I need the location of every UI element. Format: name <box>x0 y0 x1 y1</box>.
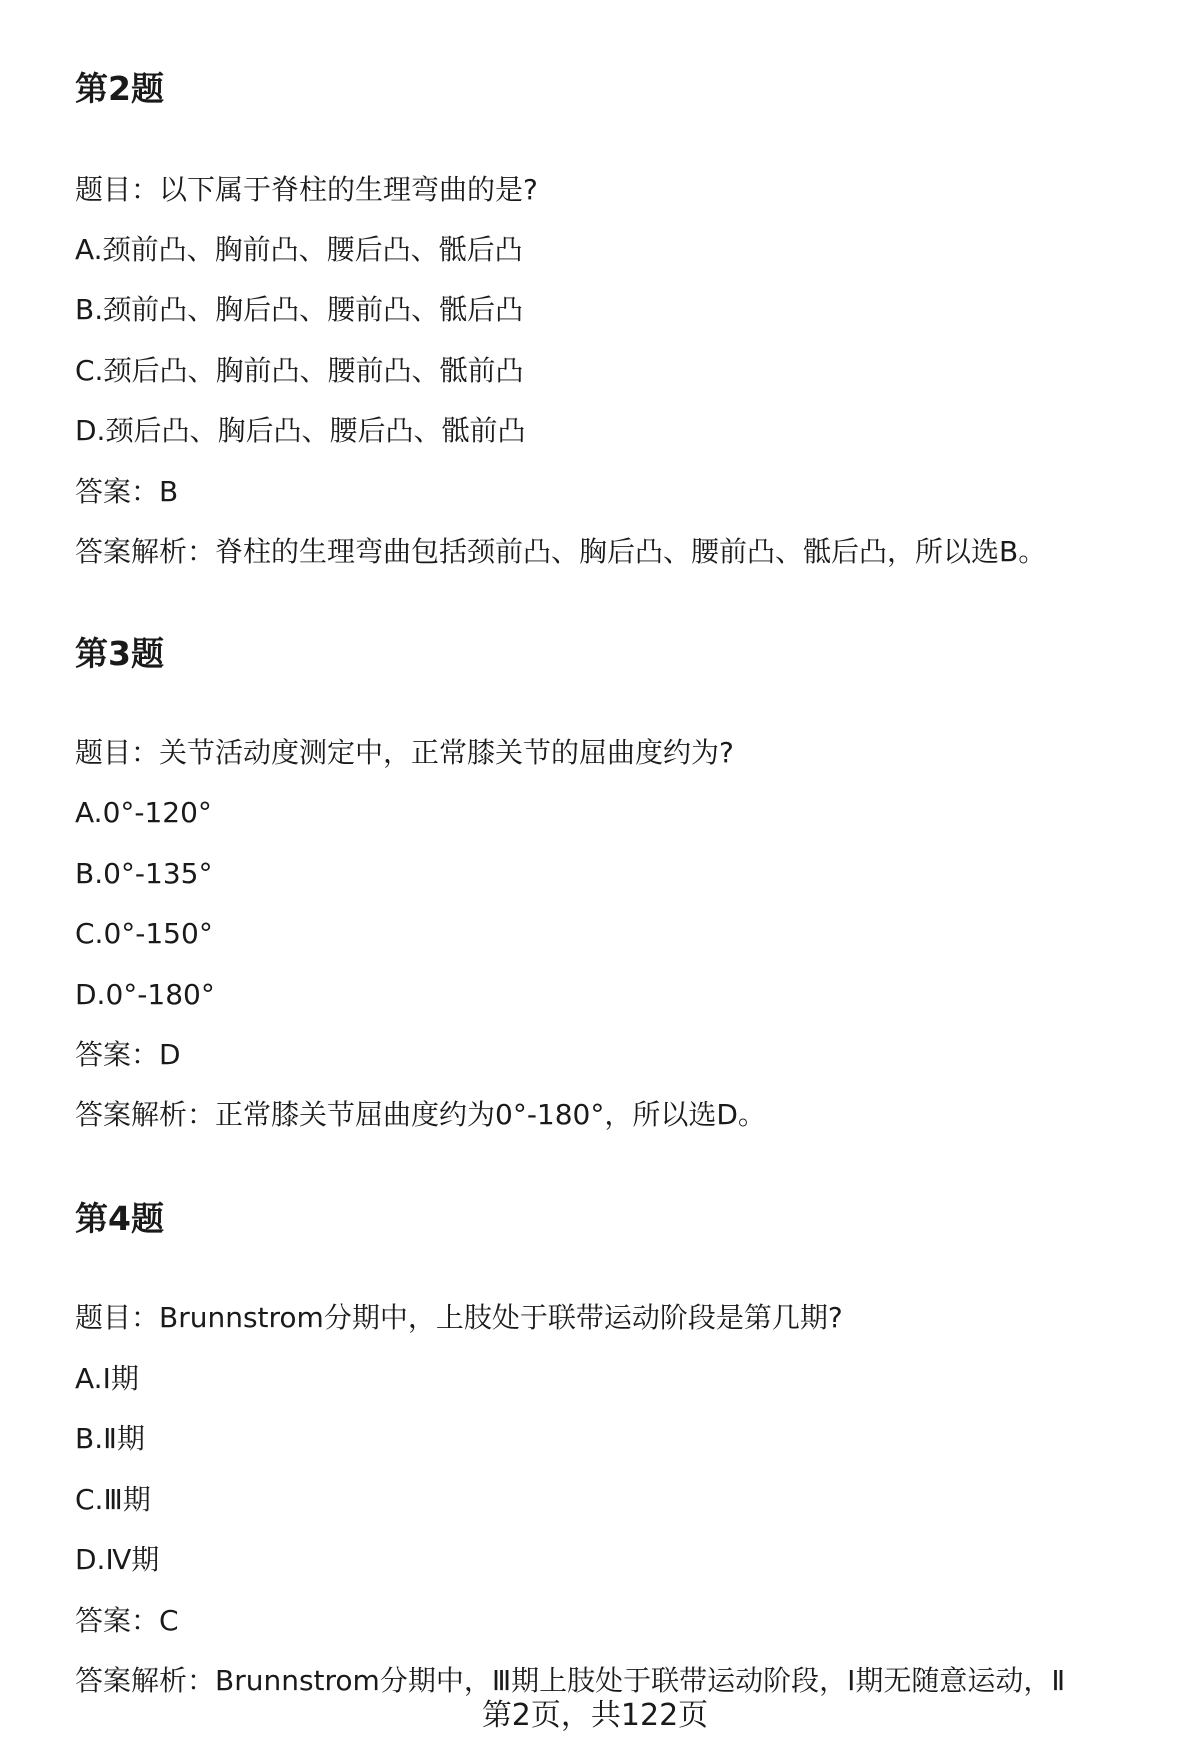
question-stem: 题目：Brunnstrom分期中，上肢处于联带运动阶段是第几期? <box>75 1301 843 1334</box>
option-d: D.Ⅳ期 <box>75 1543 160 1576</box>
option-a: A.颈前凸、胸前凸、腰后凸、骶后凸 <box>75 233 523 266</box>
question-heading: 第2题 <box>75 69 164 108</box>
question-stem: 题目：关节活动度测定中，正常膝关节的屈曲度约为? <box>75 736 734 769</box>
question-heading: 第4题 <box>75 1199 164 1238</box>
answer-analysis: 答案解析：脊柱的生理弯曲包括颈前凸、胸后凸、腰前凸、骶后凸，所以选B。 <box>75 535 1047 568</box>
option-b: B.0°-135° <box>75 857 213 890</box>
option-d: D.0°-180° <box>75 978 215 1011</box>
option-a: A.0°-120° <box>75 796 212 829</box>
answer: 答案：D <box>75 1038 181 1071</box>
option-a: A.Ⅰ期 <box>75 1362 139 1395</box>
answer: 答案：B <box>75 475 179 508</box>
option-c: C.Ⅲ期 <box>75 1483 151 1516</box>
question-heading: 第3题 <box>75 634 164 673</box>
answer-analysis: 答案解析：Brunnstrom分期中，Ⅲ期上肢处于联带运动阶段，Ⅰ期无随意运动，Ⅱ <box>75 1664 1066 1697</box>
answer-analysis: 答案解析：正常膝关节屈曲度约为0°-180°，所以选D。 <box>75 1098 766 1131</box>
page-number: 第2页，共122页 <box>481 1698 709 1733</box>
option-d: D.颈后凸、胸后凸、腰后凸、骶前凸 <box>75 414 526 447</box>
option-b: B.Ⅱ期 <box>75 1422 145 1455</box>
option-c: C.0°-150° <box>75 917 213 950</box>
question-stem: 题目：以下属于脊柱的生理弯曲的是? <box>75 173 538 206</box>
option-c: C.颈后凸、胸前凸、腰前凸、骶前凸 <box>75 354 524 387</box>
option-b: B.颈前凸、胸后凸、腰前凸、骶后凸 <box>75 293 524 326</box>
answer: 答案：C <box>75 1604 179 1637</box>
